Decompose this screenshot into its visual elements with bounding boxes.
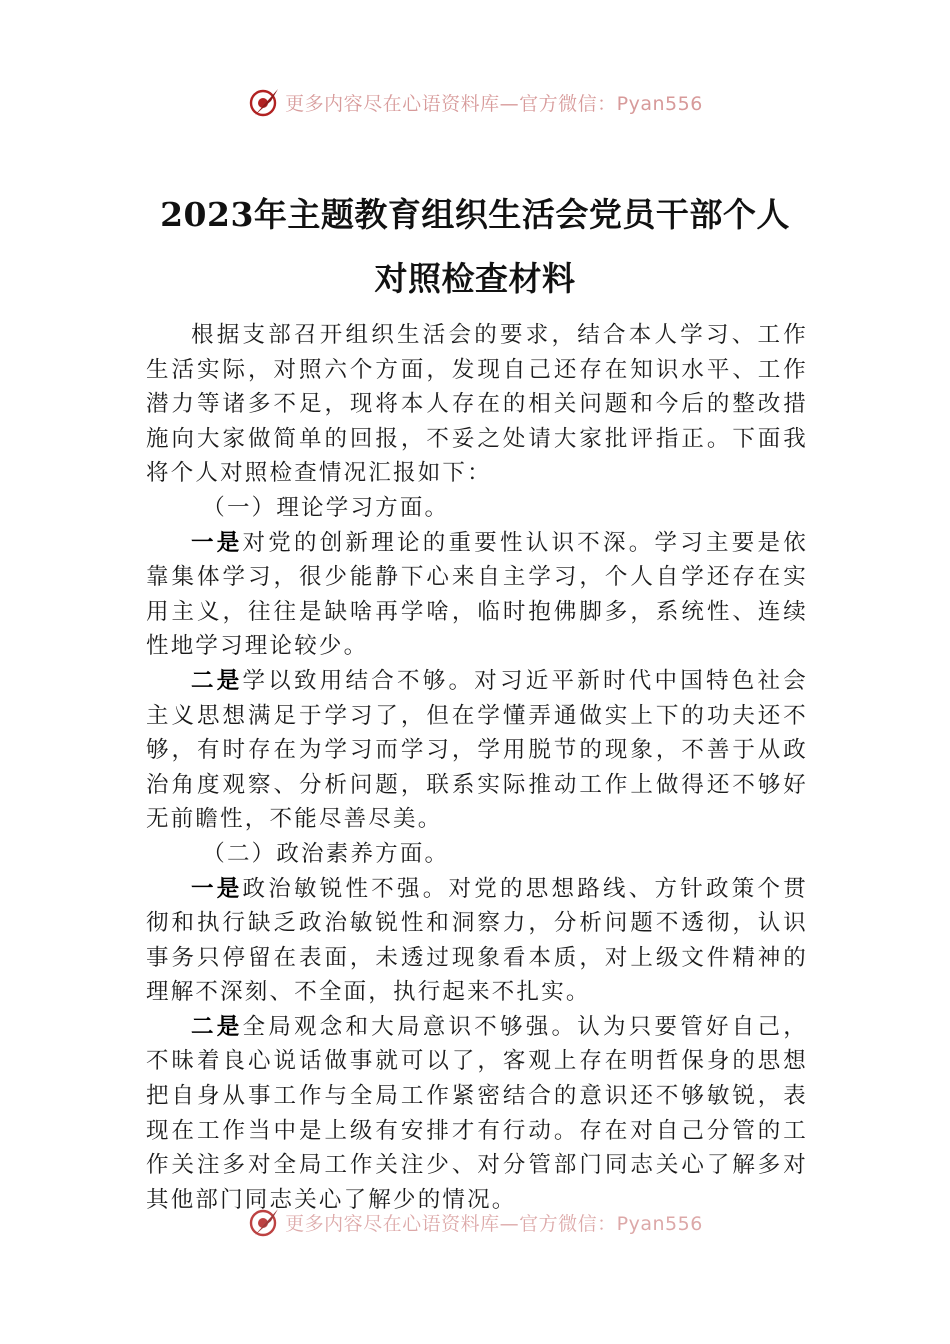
paragraph-text: 政治敏锐性不强。对党的思想路线、方针政策个贯彻和执行缺乏政治敏锐性和洞察力，分析问题不透彻，认识事务只停留在表面，未透过现象看本质，对上级文件精神的理解不深刻、不全面，执行起来不扎实。 [146,875,809,1006]
intro-paragraph: 根据支部召开组织生活会的要求，结合本人学习、工作生活实际，对照六个方面，发现自己还存在知识水平、工作潜力等诸多不足，现将本人存在的相关问题和今后的整改措施向大家做简单的回报，不妥之处请大家批评指正。下面我将个人对照检查情况汇报如下： [146,322,808,487]
paragraph-political-point-2 [146,1010,808,1218]
section-heading-political-quality: （二）政治素养方面。 [202,840,450,867]
quill-logo-icon [247,85,281,119]
footer-watermark [0,1202,950,1242]
watermark-text: 更多内容尽在心语资料库—官方微信：Pyan556 [285,1212,703,1235]
paragraph-text: 全局观念和大局意识不够强。认为只要管好自己，不昧着良心说话做事就可以了，客观上存在明哲保身的思想把自身从事工作与全局工作紧密结合的意识还不够敏锐，表现在工作当中是上级有安排才有行动。存在对自己分管的工作关注多对全局工作关注少、对分管部门同志关心了解多对其他部门同志关心了解少的情况。 [146,1013,809,1213]
document-title-line-1: 2023年主题教育组织生活会党员干部个人 [160,195,790,234]
paragraph-political-point-1 [146,872,808,1010]
paragraph-text: 对党的创新理论的重要性认识不深。学习主要是依靠集体学习，很少能静下心来自主学习，个人自学还存在实用主义，往往是缺啥再学啥，临时抱佛脚多，系统性、连续性地学习理论较少。 [146,529,809,660]
watermark-text: 更多内容尽在心语资料库—官方微信：Pyan556 [285,92,703,115]
paragraph-theory-point-1 [146,526,808,664]
paragraph-theory-point-2 [146,664,808,837]
lead-label: 一是 [191,875,243,902]
document-title-line-2: 对照检查材料 [374,259,576,298]
lead-label: 一是 [191,529,243,556]
header-watermark [0,82,950,122]
quill-logo-icon [247,1205,281,1239]
paragraph-text: 学以致用结合不够。对习近平新时代中国特色社会主义思想满足于学习了，但在学懂弄通做实上下的功夫还不够，有时存在为学习而学习，学用脱节的现象，不善于从政治角度观察、分析问题，联系实际推动工作上做得还不够好无前瞻性，不能尽善尽美。 [146,667,809,833]
lead-label: 二是 [191,1013,243,1040]
document-body [146,318,808,1217]
section-heading-theory-study: （一）理论学习方面。 [202,494,450,521]
lead-label: 二是 [191,667,243,694]
